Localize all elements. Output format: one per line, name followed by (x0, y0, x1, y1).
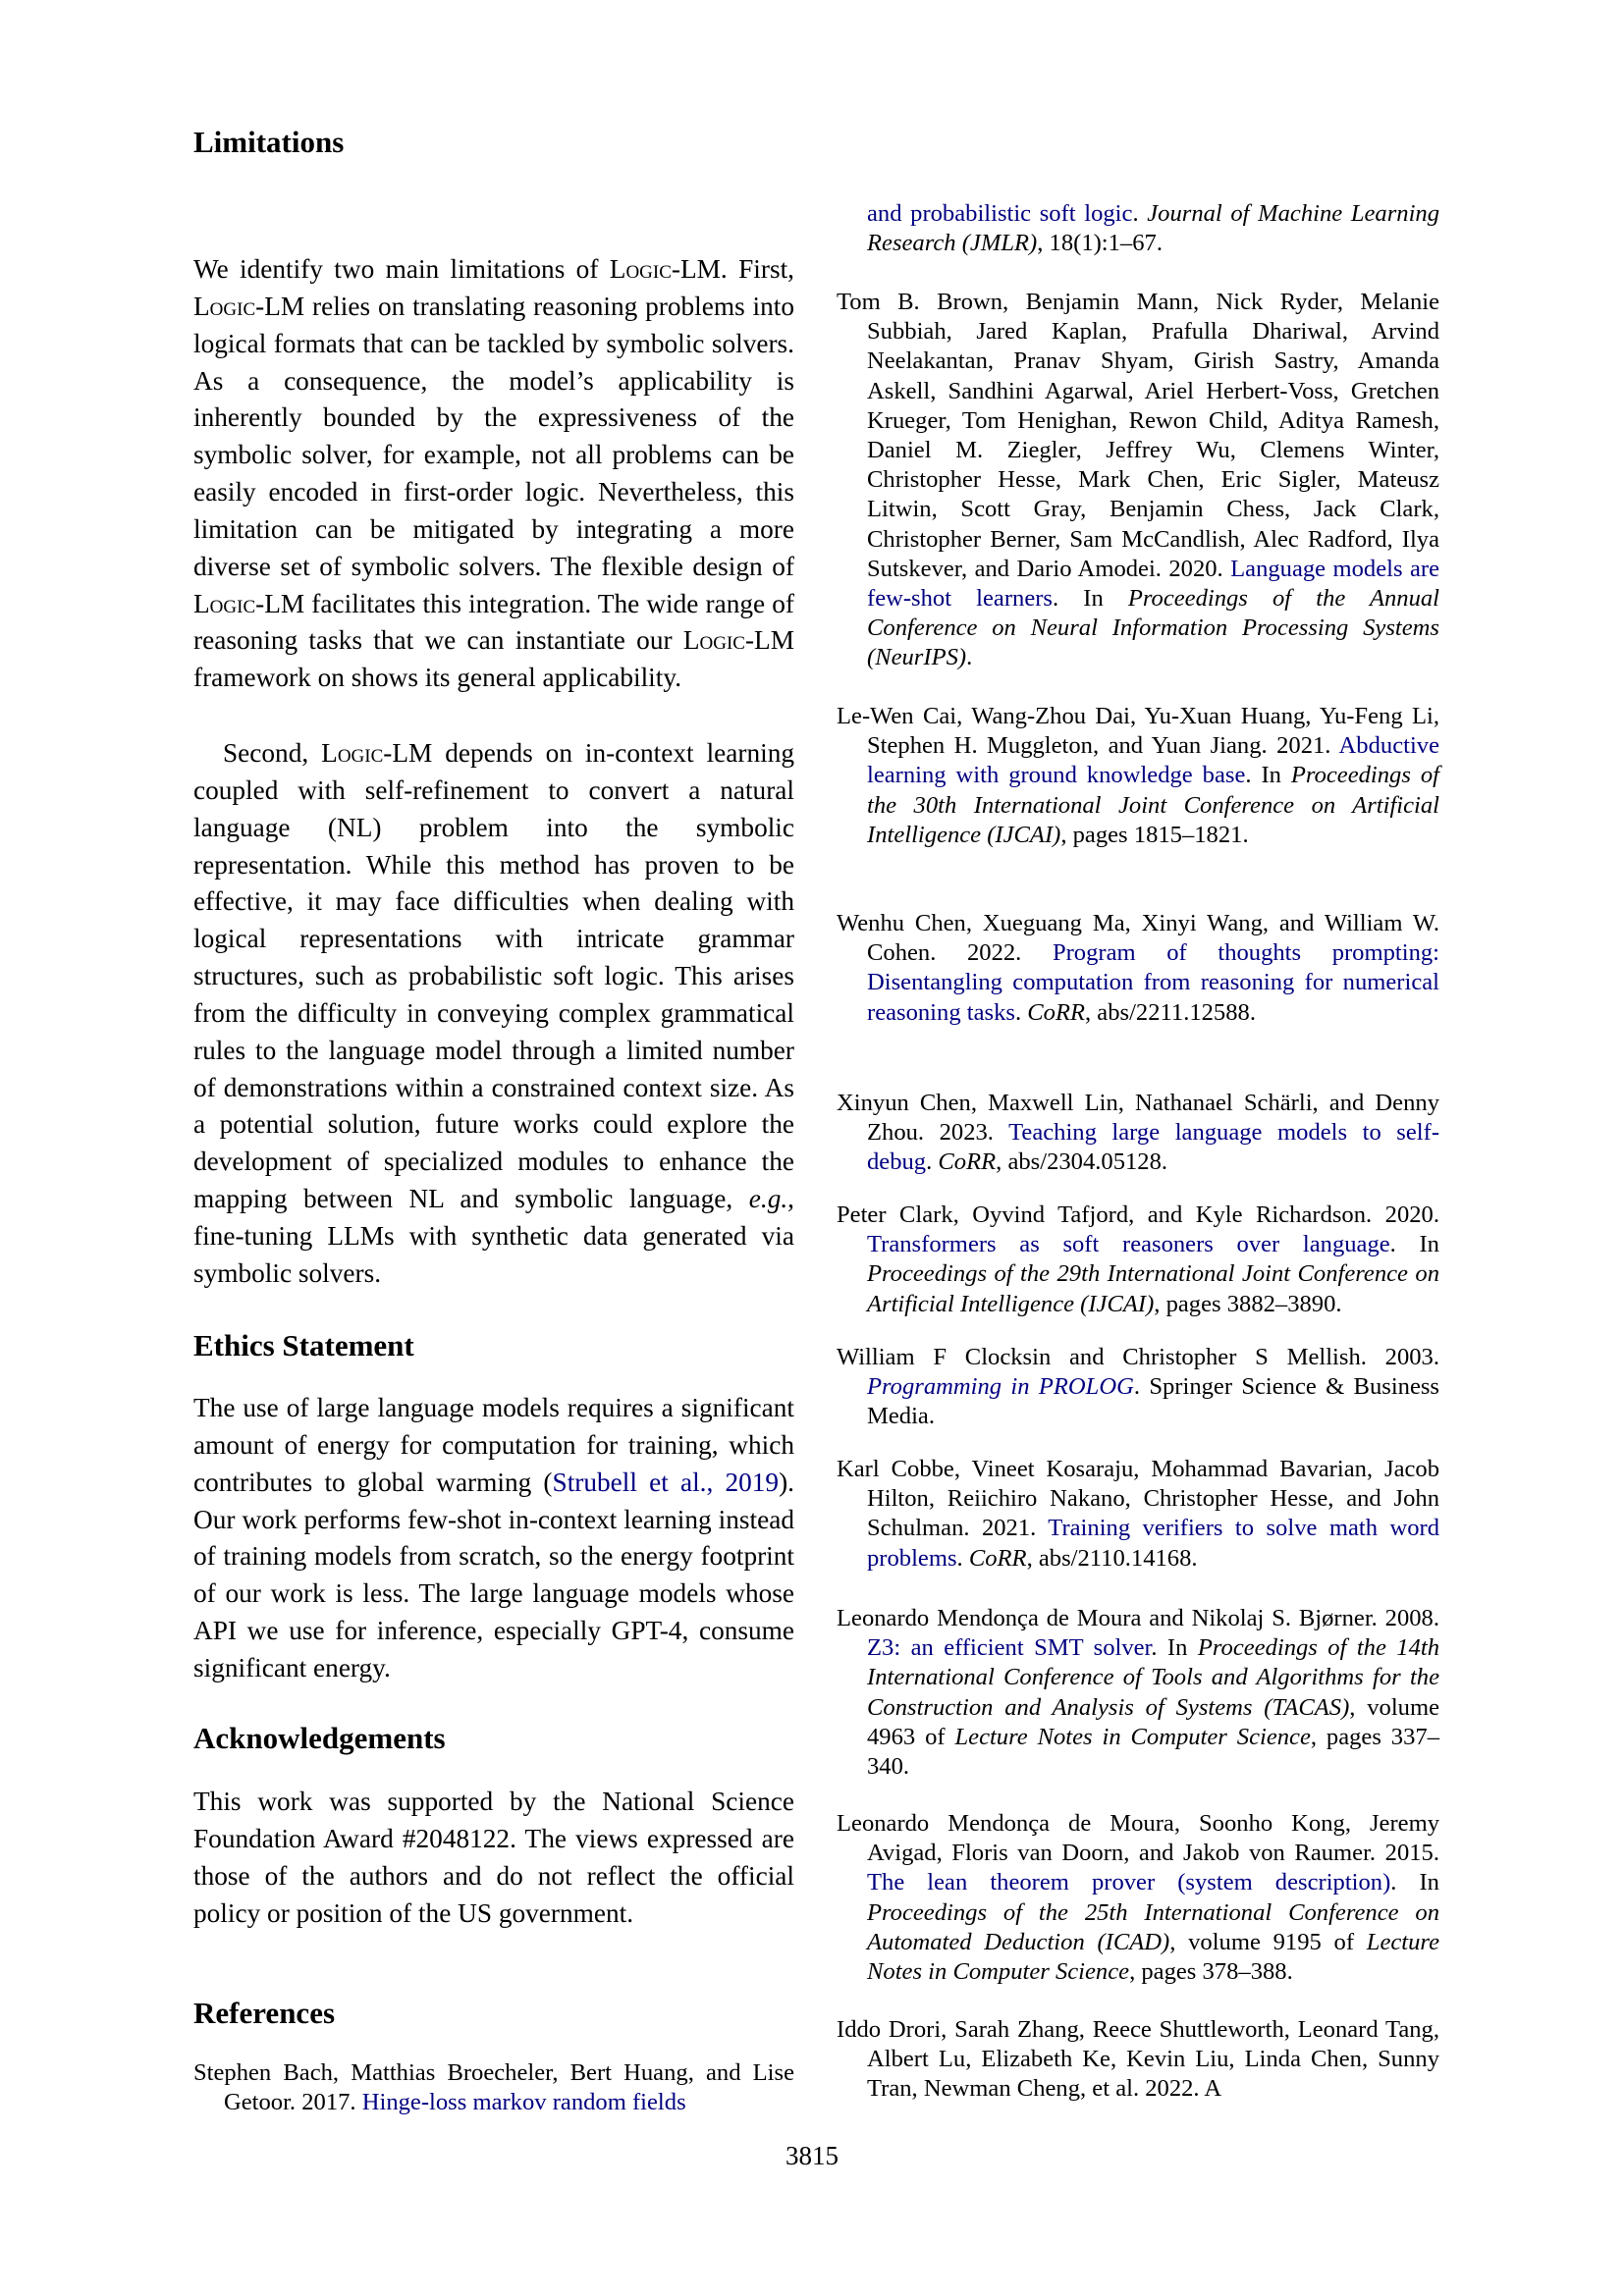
reference-entry-brown: Tom B. Brown, Benjamin Mann, Nick Ryder, Melanie Subbiah, Jared Kaplan, Prafulla Dhariwal, Arvind Neelakantan, Pranav Shyam, Girish Sastry, Amanda Askell, Sandhini Agarwal, Ariel Herbert-Voss, Gretchen Krueger, Tom Henighan, Rewon Child, Aditya Ramesh, Daniel M. Ziegler, Jeffrey Wu, Clemens Winter, Christopher Hesse, Mark Chen, Eric Sigler, Mateusz Litwin, Scott Gray, Benjamin Chess, Jack Clark, Christopher Berner, Sam McCandlish, Alec Radford, Ilya Sutskever, and Dario Amodei. 2020. Language models are few-shot learners. In Proceedings of the Annual Conference on Neural Information Processing Systems (NeurIPS). (837, 289, 1439, 671)
limitations-paragraph-1: We identify two main limitations of Logic-LM. First, Logic-LM relies on translating reasoning problems into logical formats that can be tackled by symbolic solvers. As a consequence, the model’s applicability is inherently bounded by the expressiveness of the symbolic solver, for example, not all problems can be easily encoded in first-order logic. Nevertheless, this limitation can be mitigated by integrating a more diverse set of symbolic solvers. The flexible design of Logic-LM facilitates this integration. The wide range of reasoning tasks that we can instantiate our Logic-LM framework on shows its general applicability. (193, 254, 794, 693)
reference-entry-chen-2022: Wenhu Chen, Xueguang Ma, Xinyi Wang, and William W. Cohen. 2022. Program of thoughts prompting: Disentangling computation from reasoning for numerical reasoning tasks. CoRR, abs/2211.12588. (837, 910, 1439, 1026)
reference-title-link[interactable]: Program of thoughts prompting: Disentangling computation from reasoning for numerical reasoning tasks (867, 939, 1439, 1026)
reference-entry-de-moura-2015: Leonardo Mendonça de Moura, Soonho Kong, Jeremy Avigad, Floris van Doorn, and Jakob von Raumer. 2015. The lean theorem prover (system description). In Proceedings of the 25th International Conference on Automated Deduction (ICAD), volume 9195 of Lecture Notes in Computer Science, pages 378–388. (837, 1810, 1439, 1986)
limitations-paragraph-2: Second, Logic-LM depends on in-context learning coupled with self-refinement to convert a natural language (NL) problem into the symbolic representation. While this method has proven to be effective, it may face difficulties when dealing with logical representations with intricate grammar structures, such as probabilistic soft logic. This arises from the difficulty in conveying complex grammatical rules to the language model through a limited number of demonstrations within a constrained context size. As a potential solution, future works could explore the development of specialized modules to enhance the mapping between NL and symbolic language, e.g., fine-tuning LLMs with synthetic data generated via symbolic solvers. (193, 738, 794, 1288)
reference-title-link[interactable]: Programming in PROLOG (867, 1373, 1134, 1401)
logic-lm-name: Logic (682, 625, 745, 656)
eg-italic: e.g. (748, 1184, 788, 1214)
reference-title-link[interactable]: Teaching large language models to self-debug (867, 1119, 1440, 1176)
reference-entry-cobbe: Karl Cobbe, Vineet Kosaraju, Mohammad Bavarian, Jacob Hilton, Reiichiro Nakano, Christopher Hesse, and John Schulman. 2021. Training verifiers to solve math word problems. CoRR, abs/2110.14168. (837, 1456, 1439, 1572)
section-heading-acknowledgements: Acknowledgements (193, 1721, 446, 1755)
section-heading-references: References (193, 1996, 336, 2030)
section-heading-limitations: Limitations (193, 125, 345, 159)
reference-title-link[interactable]: and probabilistic soft logic (867, 200, 1133, 227)
reference-title-link[interactable]: Z3: an efficient SMT solver (867, 1634, 1152, 1662)
acknowledgements-paragraph: This work was supported by the National Science Foundation Award #2048122. The views expressed are those of the authors and do not reflect the official policy or position of the US government. (193, 1787, 794, 1928)
reference-title-link[interactable]: Training verifiers to solve math word problems (867, 1515, 1439, 1572)
reference-entry-chen-2023: Xinyun Chen, Maxwell Lin, Nathanael Schärli, and Denny Zhou. 2023. Teaching large language models to self-debug. CoRR, abs/2304.05128. (837, 1090, 1440, 1176)
section-heading-ethics: Ethics Statement (193, 1328, 414, 1362)
reference-title-link[interactable]: The lean theorem prover (system description) (867, 1869, 1391, 1896)
reference-title-link[interactable]: Hinge-loss markov random fields (361, 2089, 686, 2116)
reference-entry-clark: Peter Clark, Oyvind Tafjord, and Kyle Richardson. 2020. Transformers as soft reasoners over language. In Proceedings of the 29th International Joint Conference on Artificial Intelligence (IJCAI), pages 3882–3890. (837, 1201, 1439, 1317)
reference-entry-drori: Iddo Drori, Sarah Zhang, Reece Shuttleworth, Leonard Tang, Albert Lu, Elizabeth Ke, Kevin Liu, Linda Chen, Sunny Tran, Newman Cheng, et al. 2022. A (837, 2016, 1439, 2103)
citation-link-strubell[interactable]: Strubell et al., 2019 (552, 1467, 780, 1497)
page-number: 3815 (785, 2141, 839, 2170)
logic-lm-name: Logic (193, 291, 256, 321)
ethics-paragraph: The use of large language models requires a significant amount of energy for computation for training, which contributes to global warming (Strubell et al., 2019). Our work performs few-shot in-context learning instead of training models from scratch, so the energy footprint of our work is less. The large language models whose API we use for inference, especially GPT-4, consume significant energy. (193, 1393, 794, 1682)
reference-entry-bach: Stephen Bach, Matthias Broecheler, Bert Huang, and Lise Getoor. 2017. Hinge-loss markov random fields (193, 2059, 794, 2116)
reference-title-link[interactable]: Transformers as soft reasoners over language (867, 1231, 1390, 1258)
reference-entry-bach-continued: and probabilistic soft logic. Journal of Machine Learning Research (JMLR), 18(1):1–67. (867, 200, 1440, 257)
logic-lm-name: Logic (321, 738, 384, 768)
reference-entry-clocksin: William F Clocksin and Christopher S Mellish. 2003. Programming in PROLOG. Springer Science & Business Media. (837, 1344, 1440, 1430)
logic-lm-name: Logic (609, 254, 672, 284)
reference-title-link[interactable]: Abductive learning with ground knowledge base (867, 732, 1439, 789)
reference-entry-cai: Le-Wen Cai, Wang-Zhou Dai, Yu-Xuan Huang, Yu-Feng Li, Stephen H. Muggleton, and Yuan Jiang. 2021. Abductive learning with ground knowledge base. In Proceedings of the 30th International Joint Conference on Artificial Intelligence (IJCAI), pages 1815–1821. (837, 703, 1439, 848)
logic-lm-name: Logic (193, 588, 256, 618)
reference-title-link[interactable]: Language models are few-shot learners (867, 555, 1439, 613)
reference-entry-de-moura-2008: Leonardo Mendonça de Moura and Nikolaj S. Bjørner. 2008. Z3: an efficient SMT solver. In Proceedings of the 14th International Conference of Tools and Algorithms for the Construction and Analysis of Systems (TACAS), volume 4963 of Lecture Notes in Computer Science, pages 337–340. (837, 1605, 1439, 1781)
